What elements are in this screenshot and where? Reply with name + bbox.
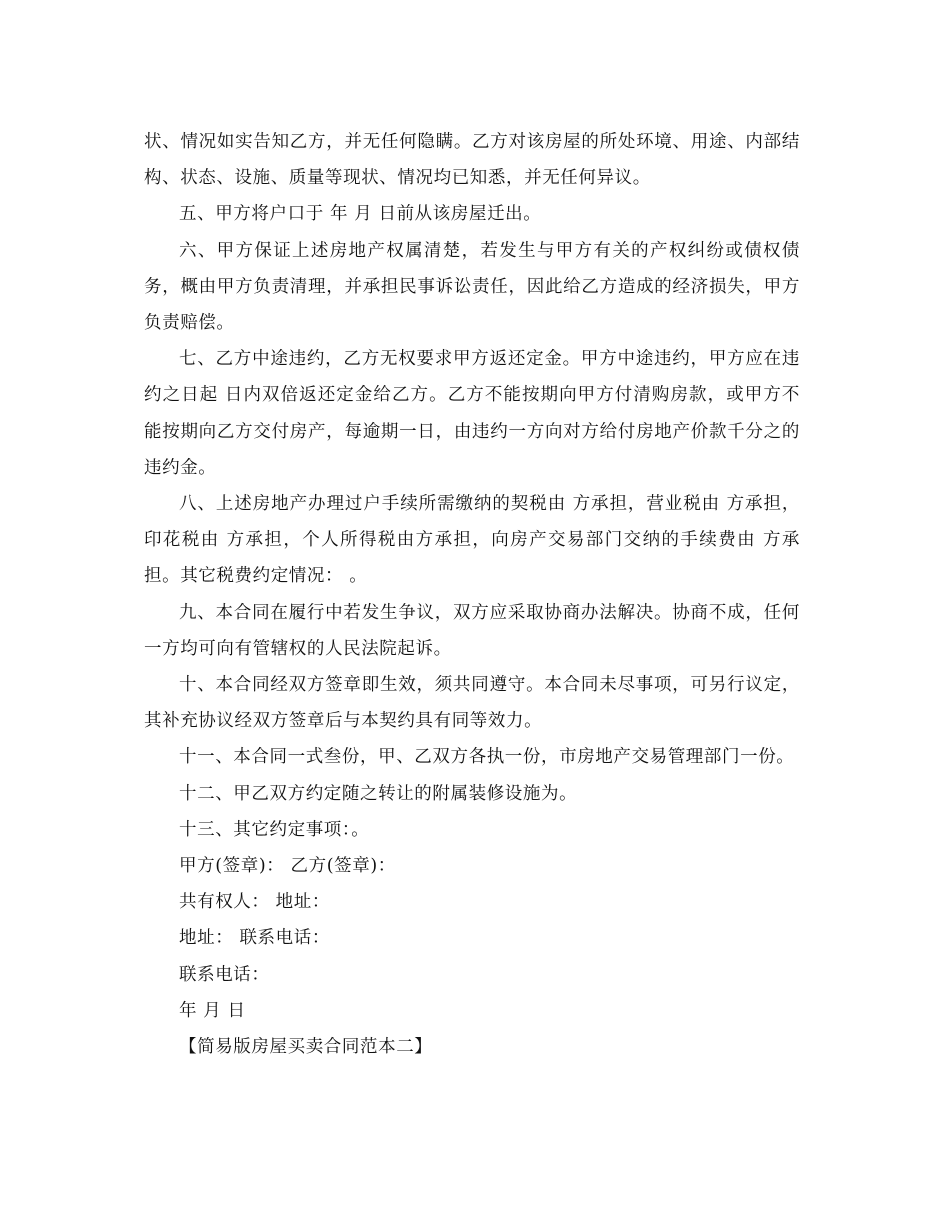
clause-7: 七、乙方中途违约，乙方无权要求甲方返还定金。甲方中途违约，甲方应在违约之日起 日内双倍返还定金给乙方。乙方不能按期向甲方付清购房款，或甲方不能按期向乙方交付房产，每逾期一日，由违约一方向对方给付房地产价款千分之的违约金。 <box>144 349 800 478</box>
clause-5: 五、甲方将户口于 年 月 日前从该房屋迁出。 <box>179 204 542 225</box>
co-owner-address: 共有权人： 地址： <box>179 892 330 913</box>
clause-9: 九、本合同在履行中若发生争议，双方应采取协商办法解决。协商不成，任何一方均可向有管辖权的人民法院起诉。 <box>144 602 800 659</box>
clause-8: 八、上述房地产办理过户手续所需缴纳的契税由 方承担，营业税由 方承担，印花税由 方承担，个人所得税由方承担，向房产交易部门交纳的手续费由 方承担。其它税费约定情况： 。 <box>144 494 800 587</box>
date-line: 年 月 日 <box>179 1000 246 1021</box>
address-phone: 地址： 联系电话： <box>179 928 330 949</box>
clause-6: 六、甲方保证上述房地产权属清楚，若发生与甲方有关的产权纠纷或债权债务，概由甲方负责清理，并承担民事诉讼责任，因此给乙方造成的经济损失，甲方负责赔偿。 <box>144 240 800 334</box>
clause-10: 十、本合同经双方签章即生效，须共同遵守。本合同未尽事项，可另行议定，其补充协议经双方签章后与本契约具有同等效力。 <box>144 675 800 732</box>
paragraph-continued: 状、情况如实告知乙方，并无任何隐瞒。乙方对该房屋的所处环境、用途、内部结构、状态、设施、质量等现状、情况均已知悉，并无任何异议。 <box>144 132 800 189</box>
clause-11: 十一、本合同一式叁份，甲、乙双方各执一份，市房地产交易管理部门一份。 <box>179 747 795 768</box>
document-body <box>144 124 800 1065</box>
clause-13: 十三、其它约定事项：。 <box>179 819 370 840</box>
signature-parties: 甲方(签章)： 乙方(签章)： <box>179 856 396 877</box>
contact-phone: 联系电话： <box>179 964 270 985</box>
clause-12: 十二、甲乙双方约定随之转让的附属装修设施为。 <box>179 783 578 804</box>
section-heading: 【简易版房屋买卖合同范本二】 <box>179 1037 433 1058</box>
